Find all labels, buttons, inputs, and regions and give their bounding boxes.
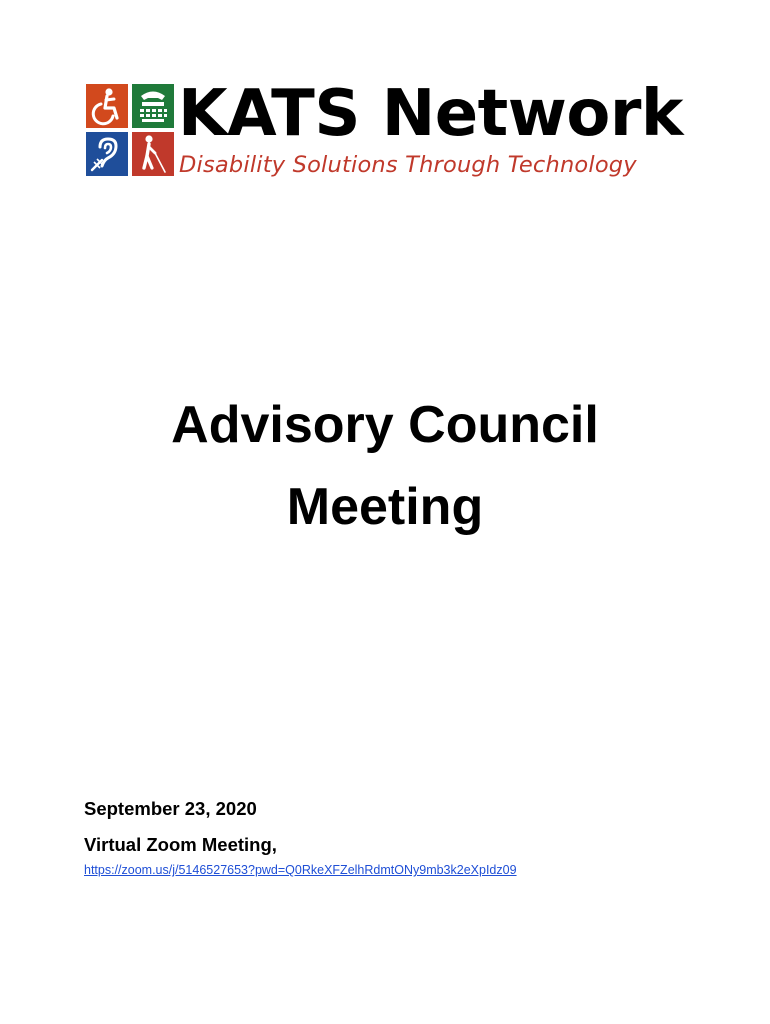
kats-network-logo [86,77,683,180]
blind-person-cane-icon [132,132,174,176]
document-title-line-1: Advisory Council [171,396,599,454]
document-title [0,384,770,548]
meeting-date: September 23, 2020 [84,798,257,819]
meeting-details [84,796,724,879]
logo-tagline: Disability Solutions Through Technology [179,152,637,178]
logo-title: KATS Network [178,77,683,151]
assistive-listening-ear-icon [86,132,128,176]
logo-icon-grid [86,84,174,176]
document-title-line-2: Meeting [286,478,484,536]
tty-telephone-icon [132,84,174,128]
meeting-location: Virtual Zoom Meeting, [84,834,277,855]
zoom-meeting-link[interactable]: https://zoom.us/j/5146527653?pwd=Q0RkeXFZelhRdmtONy9mb3k2eXpIdz09 [84,863,517,877]
wheelchair-icon [86,84,128,128]
